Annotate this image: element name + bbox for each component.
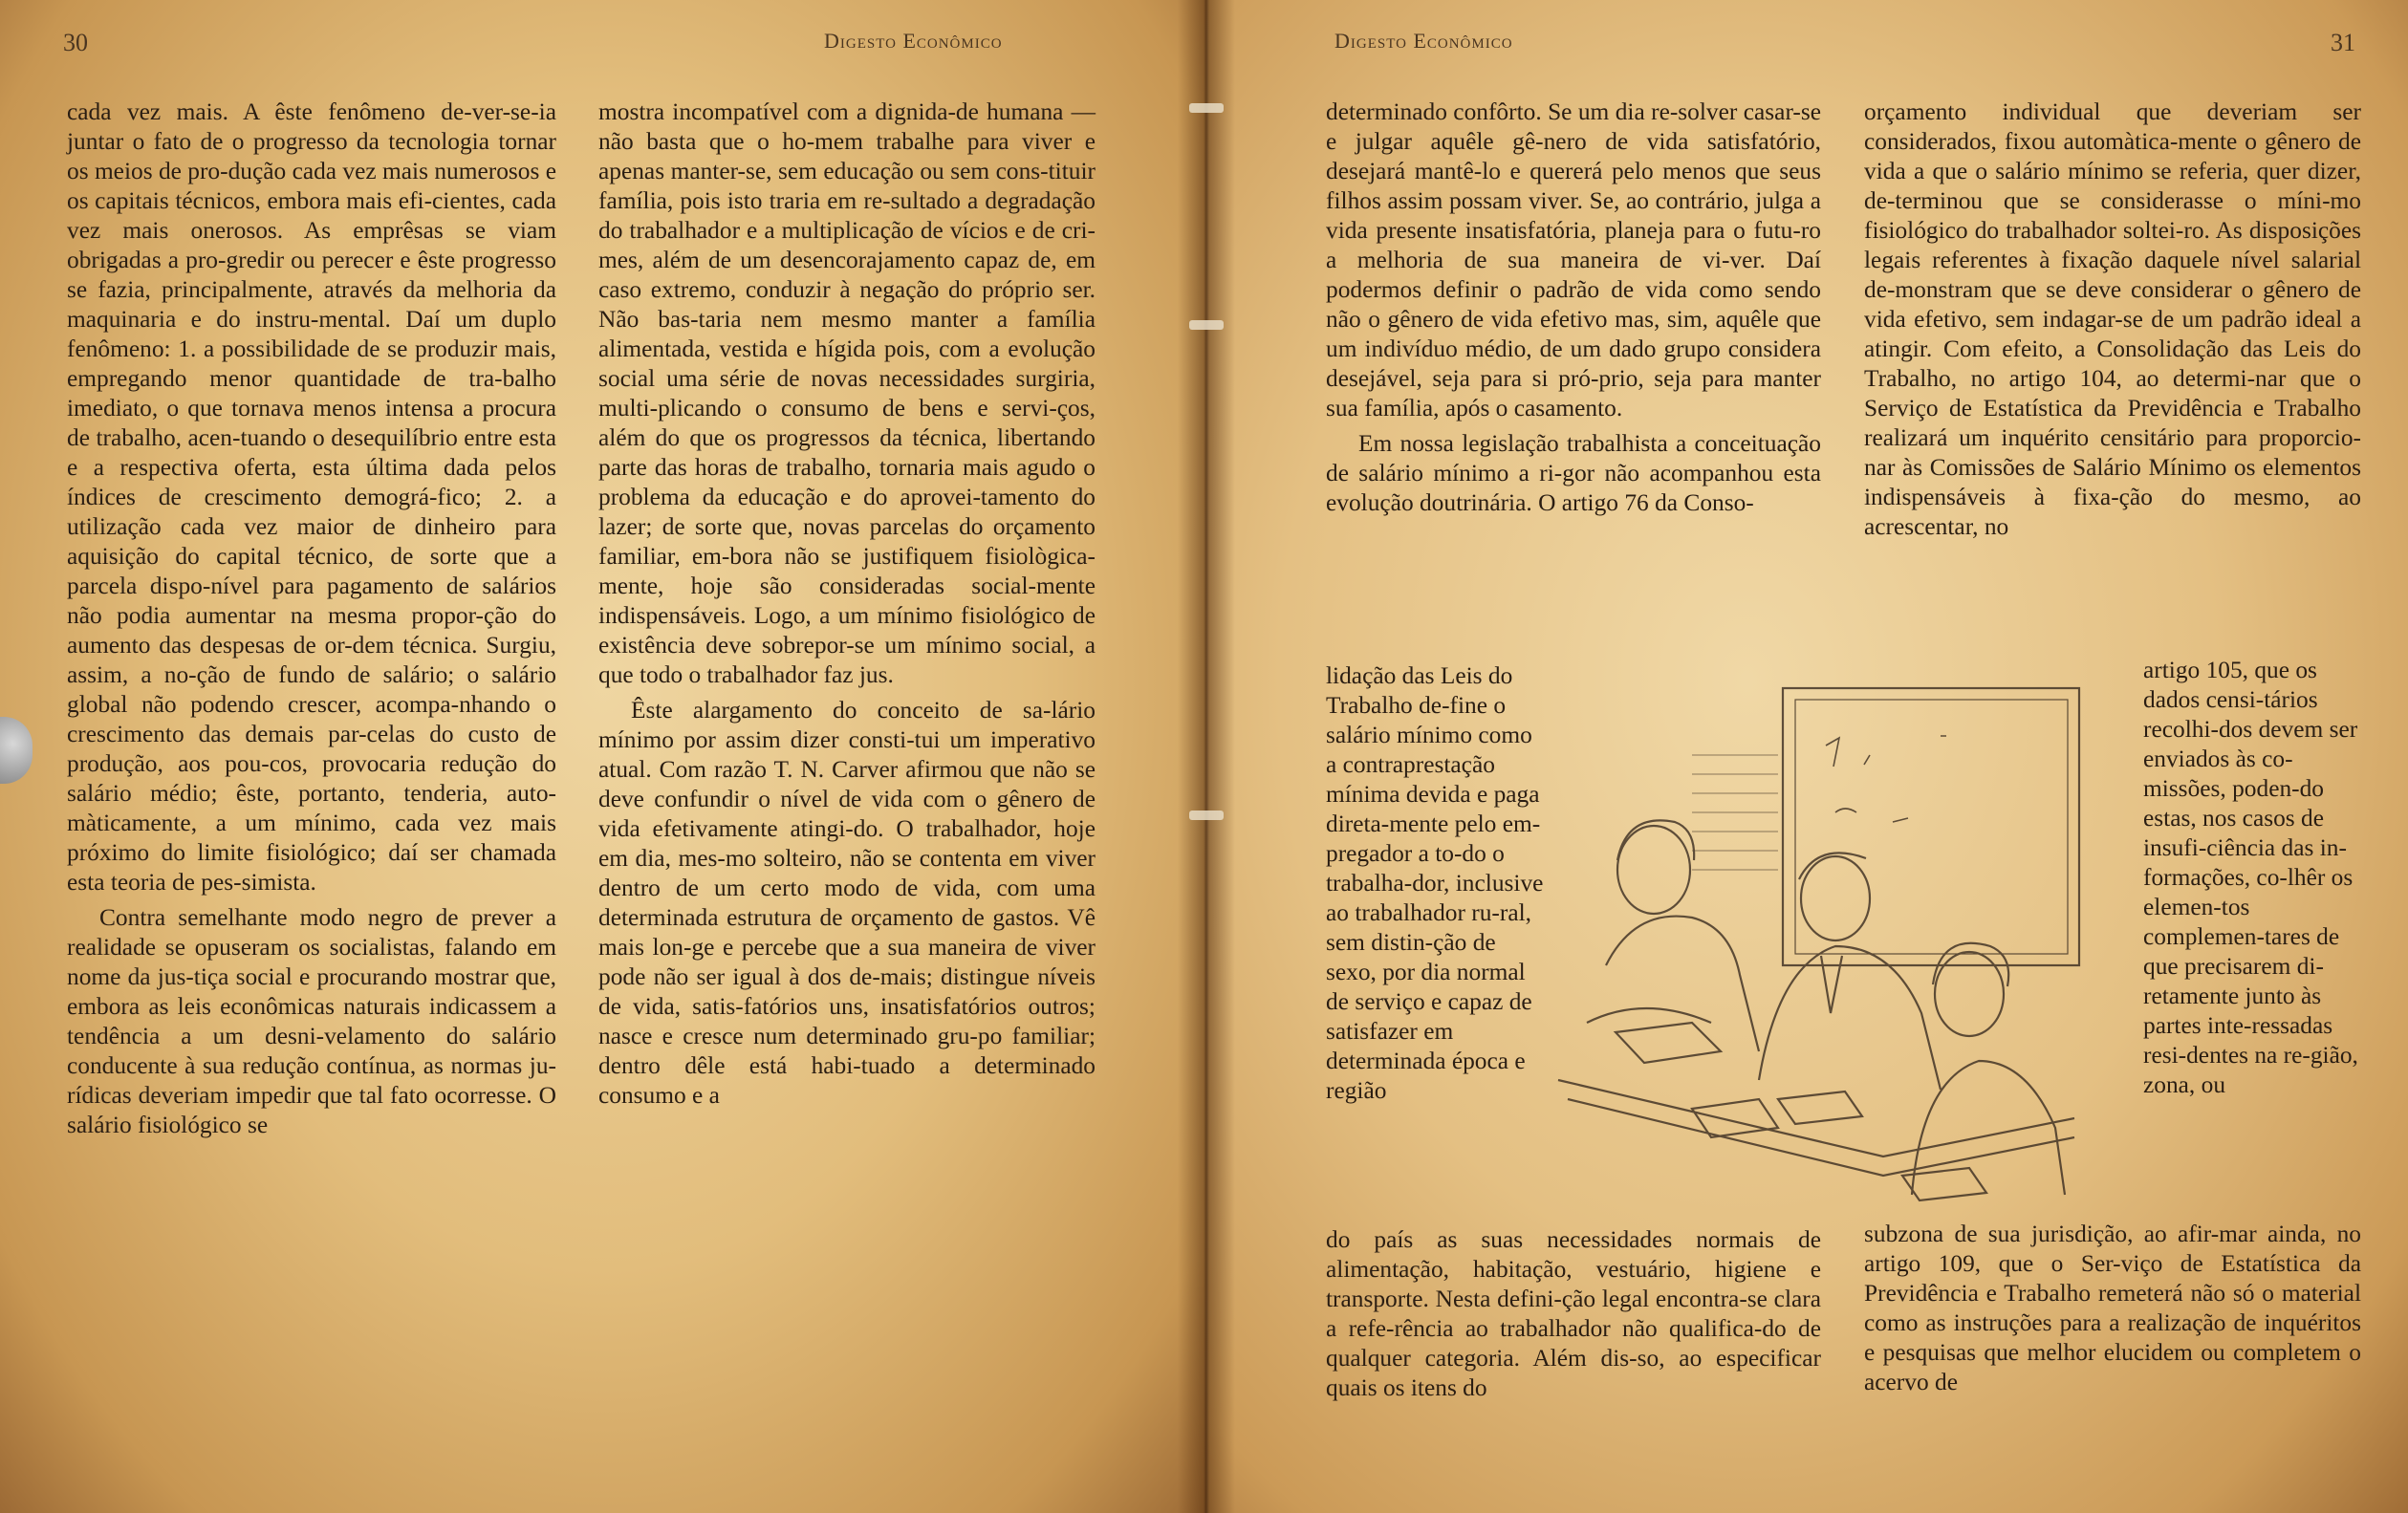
right-column-1-top: [1326, 97, 1821, 518]
running-head-left: Digesto Econômico: [824, 29, 1003, 53]
right-column-2-bottom: [1864, 1220, 2361, 1397]
binding-stitch: [1189, 103, 1224, 113]
three-people-studying-illustration: [1549, 679, 2089, 1223]
paragraph: mostra incompatível com a dignida-de humana — não basta que o ho-mem trabalhe para viver e apenas manter-se, sem educação ou sem cons-tituir família, pois isto traria em re-sultado a degradação do trabalhador e a multiplicação de vícios e de cri-mes, além de um desencorajamento capaz de, em caso extremo, conduzir à negação do próprio ser. Não bas-taria nem mesmo manter a família alimentada, vestida e hígida pois, com a evolução social uma série de novas necessidades surgiria, multi-plicando o consumo de bens e servi-ços, além do que os progressos da técnica, libertando parte das horas de trabalho, tornaria mais agudo o problema da educação e do aprovei-tamento do lazer; de sorte que, novas parcelas do orçamento familiar, em-bora não se justifiquem fisiològica-mente, hoje são consideradas social-mente indispensáveis. Logo, a um mínimo fisiológico de existência deve sobrepor-se um mínimo social, a que todo o trabalhador faz jus.: [598, 98, 1096, 688]
paragraph: do país as suas necessidades normais de alimentação, habitação, vestuário, higiene e transporte. Nesta defini-ção legal encontra-se clara a refe-rência ao trabalhador não qualifica-do de qualquer categoria. Além dis-so, ao especificar quais os itens do: [1326, 1226, 1821, 1401]
right-column-1-narrow: [1326, 661, 1544, 1106]
right-column-2-top: [1864, 97, 2361, 542]
book-gutter: [1178, 0, 1235, 1513]
paragraph: Êste alargamento do conceito de sa-lário mínimo por assim dizer consti-tui um imperativo atual. Com razão T. N. Carver afirmou que não se deve confundir o nível de vida com o gênero de vida efetivamente atingi-do. O trabalhador, hoje em dia, mes-mo solteiro, não se contenta em viver dentro de um certo modo de vida, com uma determinada estrutura de orçamento de gastos. Vê mais lon-ge e percebe que a sua maneira de viver pode não ser igual à dos de-mais; distingue níveis de vida, satis-fatórios uns, insatisfatórios outros; nasce e cresce num determinado gru-po familiar; dentro dêle está habi-tuado a determinado consumo e a: [598, 697, 1096, 1109]
paragraph: subzona de sua jurisdição, ao afir-mar ainda, no artigo 109, que o Ser-viço de Estatística da Previdência e Trabalho remeterá não só o material como as instruções para a realização de inquéritos e pesquisas que melhor elucidem ou completem o acervo de: [1864, 1221, 2361, 1395]
left-column-2: [598, 97, 1096, 1111]
left-column-1: [67, 97, 556, 1140]
paragraph: lidação das Leis do Trabalho de-fine o salário mínimo como a contraprestação mínima devida e paga direta-mente pelo em-pregador a to-do o trabalha-dor, inclusive ao trabalhador ru-ral, sem distin-ção de sexo, por dia normal de serviço e capaz de satisfazer em determinada época e região: [1326, 662, 1544, 1104]
paragraph: cada vez mais. A êste fenômeno de-ver-se-ia juntar o fato de o progresso da tecnologia tornar os meios de pro-dução cada vez mais numerosos e os capitais técnicos, embora mais efi-cientes, cada vez mais onerosos. As emprêsas se viam obrigadas a pro-gredir ou perecer e êste progresso se fazia, principalmente, através da melhoria da maquinaria e do instru-mental. Daí um duplo fenômeno: 1. a possibilidade de se produzir mais, empregando menor quantidade de tra-balho imediato, o que tornava menos intensa a procura de trabalho, acen-tuando o desequilíbrio entre esta e a respectiva oferta, esta última dada pelos índices de crescimento demográ-fico; 2. a utilização cada vez maior de dinheiro para aquisição do capital técnico, de sorte que a parcela dispo-nível para pagamento de salários não podia aumentar na mesma propor-ção do aumento das despesas de or-dem técnica. Surgiu, assim, a no-ção de fundo de salário; o salário global não podendo crescer, acompa-nhando o crescimento das demais par-celas do custo de produção, aos pou-cos, provocaria redução do salário médio; êste, portanto, tenderia, auto-màticamente, a um mínimo, cada vez mais próximo do limite fisiológico; daí ser chamada esta teoria de pes-simista.: [67, 98, 556, 896]
right-column-1-bottom: [1326, 1225, 1821, 1403]
paragraph: Em nossa legislação trabalhista a conceituação de salário mínimo a ri-gor não acompanhou esta evolução doutrinária. O artigo 76 da Conso-: [1326, 430, 1821, 516]
binding-stitch: [1189, 811, 1224, 820]
page-number-right: 31: [2331, 29, 2355, 56]
right-column-2-narrow: [2143, 656, 2361, 1100]
paragraph: Contra semelhante modo negro de prever a realidade se opuseram os socialistas, falando em nome da jus-tiça social e procurando mostrar que, embora as leis econômicas naturais indicassem a tendência a um desni-velamento do salário conducente à sua redução contínua, as normas ju-rídicas deveriam impedir que tal fato ocorresse. O salário fisiológico se: [67, 904, 556, 1138]
binding-stitch: [1189, 320, 1224, 330]
page-number-left: 30: [63, 29, 88, 56]
paragraph: artigo 105, que os dados censi-tários recolhi-dos devem ser enviados às co-missões, poden-do estas, nos casos de insufi-ciência das in-formações, co-lhêr os elemen-tos complemen-tares de que precisarem di-retamente junto às partes inte-ressadas resi-dentes na re-gião, zona, ou: [2143, 657, 2358, 1098]
paragraph: determinado confôrto. Se um dia re-solver casar-se e julgar aquêle gê-nero de vida satisfatório, desejará mantê-lo e quererá pelo menos que seus filhos assim possam viver. Se, ao contrário, julga a vida presente insatisfatória, planeja para o futu-ro a melhoria de sua maneira de vi-ver. Daí podermos definir o padrão de vida como sendo não o gênero de vida efetivo mas, sim, aquêle que um indivíduo médio, de um dado grupo considera desejável, seja para si pró-prio, seja para manter sua família, após o casamento.: [1326, 98, 1821, 421]
blackboard-shape: [1783, 688, 2079, 965]
running-head-right: Digesto Econômico: [1334, 29, 1513, 53]
paragraph: orçamento individual que deveriam ser considerados, fixou automàtica-mente o gênero de vida a que o salário mínimo se referia, quer dizer, de-terminou que se considerasse o míni-mo fisiológico do trabalhador soltei-ro. As disposições legais referentes à fixação daquele nível salarial de-monstram que se deve considerar o gênero de vida efetivo, sem indagar-se de um padrão ideal a atingir. Com efeito, a Consolidação das Leis do Trabalho, no artigo 104, ao determi-nar que o Serviço de Estatística da Previdência e Trabalho realizará um inquérito censitário para proporcio-nar às Comissões de Salário Mínimo os elementos indispensáveis à fixa-ção do mesmo, ao acrescentar, no: [1864, 98, 2361, 540]
